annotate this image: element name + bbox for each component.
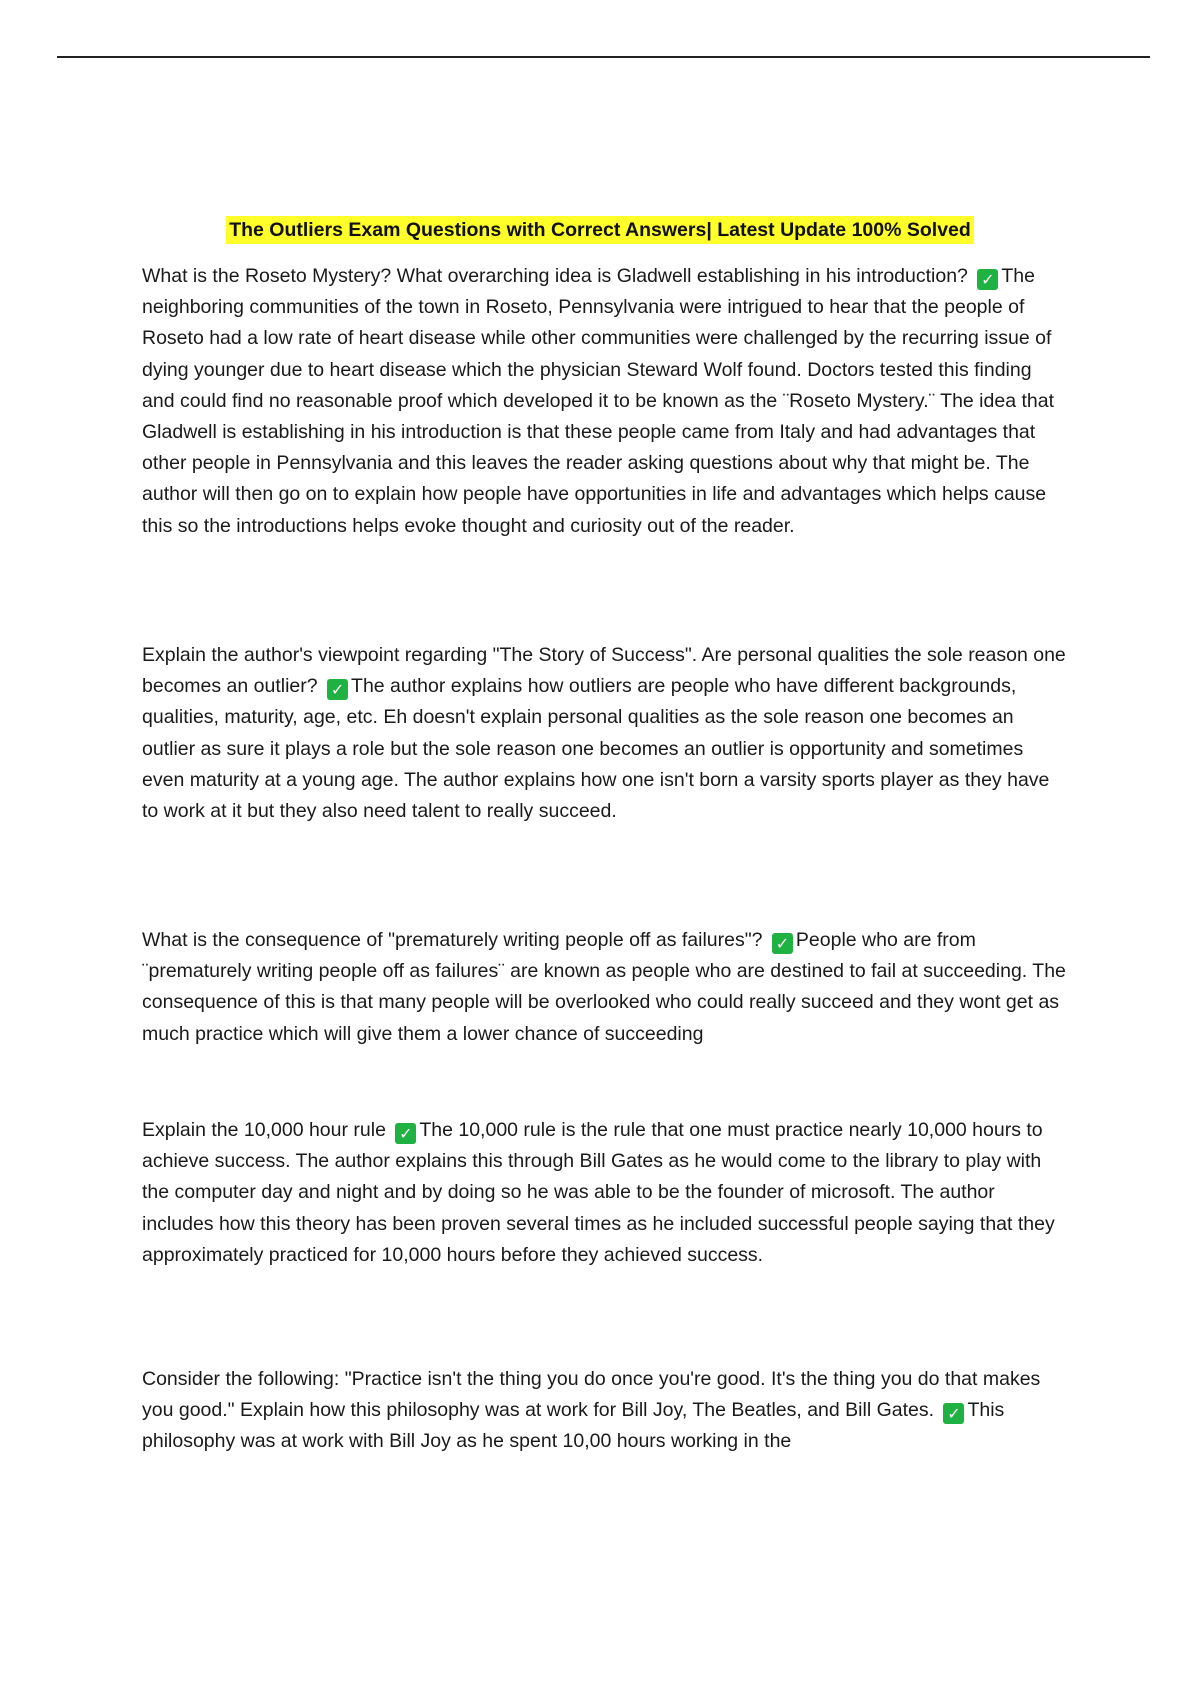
qa-item: [142, 1115, 1067, 1271]
qa-item: [142, 261, 1067, 542]
check-mark-icon: ✓: [395, 1123, 416, 1144]
qa-item: [142, 925, 1067, 1050]
qa-item: [142, 1364, 1067, 1458]
qa-item: [142, 640, 1067, 827]
check-mark-icon: ✓: [977, 269, 998, 290]
check-mark-icon: ✓: [327, 679, 348, 700]
answer-text: This philosophy was at work with Bill Joy as he spent 10,00 hours working in the: [142, 1399, 1005, 1453]
answer-text: The neighboring communities of the town in Roseto, Pennsylvania were intrigued to hear that the people of Roseto had a low rate of heart disease while other communities were challenged by the recurring issue of dying younger due to heart disease which the physician Steward Wolf found. Doctors tested this finding and could find no reasonable proof which developed it to be known as the ¨Roseto Mystery.¨ The idea that Gladwell is establishing in his introduction is that these people came from Italy and had advantages that other people in Pennsylvania and this leaves the reader asking questions about why that might be. The author will then go on to explain how people have opportunities in life and advantages which helps cause this so the introductions helps evoke thought and curiosity out of the reader.: [142, 265, 1054, 537]
question-text: What is the consequence of "prematurely writing people off as failures"?: [142, 929, 763, 951]
title-container: [0, 216, 1200, 244]
check-mark-icon: ✓: [772, 933, 793, 954]
question-text: Explain the author's viewpoint regarding "The Story of Success". Are personal qualities the sole reason one becomes an outlier?: [142, 644, 1066, 698]
question-text: Explain the 10,000 hour rule: [142, 1119, 386, 1141]
question-text: Consider the following: "Practice isn't the thing you do once you're good. It's the thing you do that makes you good." Explain how this philosophy was at work for Bill Joy, The Beatles, and Bill Gates.: [142, 1368, 1041, 1422]
document-title: The Outliers Exam Questions with Correct Answers| Latest Update 100% Solved: [226, 216, 974, 244]
answer-text: The 10,000 rule is the rule that one must practice nearly 10,000 hours to achieve success. The author explains this through Bill Gates as he would come to the library to play with the computer day and night and by doing so he was able to be the founder of microsoft. The author includes how this theory has been proven several times as he included successful people saying that they approximately practiced for 10,000 hours before they achieved success.: [142, 1119, 1055, 1266]
page-top-rule: [57, 56, 1150, 58]
answer-text: The author explains how outliers are people who have different backgrounds, qualities, maturity, age, etc. Eh doesn't explain personal qualities as the sole reason one becomes an outlier as sure it plays a role but the sole reason one becomes an outlier is opportunity and sometimes even maturity at a young age. The author explains how one isn't born a varsity sports player as they have to work at it but they also need talent to really succeed.: [142, 675, 1050, 823]
check-mark-icon: ✓: [943, 1403, 964, 1424]
question-text: What is the Roseto Mystery? What overarching idea is Gladwell establishing in his introduction?: [142, 265, 968, 287]
answer-text: People who are from ¨prematurely writing people off as failures¨ are known as people who are destined to fail at succeeding. The consequence of this is that many people will be overlooked who could really succeed and they wont get as much practice which will give them a lower chance of succeeding: [142, 929, 1066, 1045]
